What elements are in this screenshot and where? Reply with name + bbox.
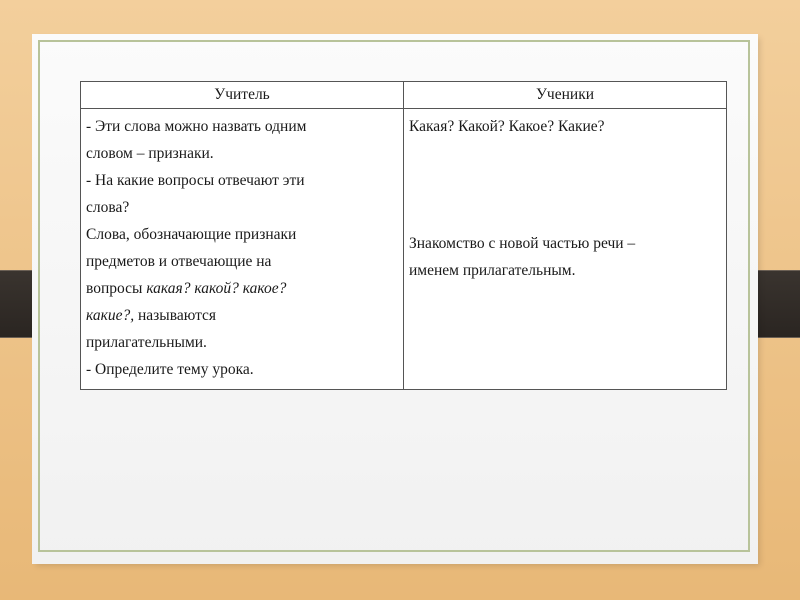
teacher-line-7-italic: какая? какой? какое? <box>146 280 287 297</box>
teacher-line-10: - Определите тему урока. <box>86 361 254 378</box>
lesson-table <box>80 81 727 390</box>
teacher-line-6: предметов и отвечающие на <box>86 253 272 270</box>
students-cell <box>404 109 727 390</box>
students-answer-2-line-1: Знакомство с новой частью речи – <box>409 235 636 252</box>
teacher-line-4: слова? <box>86 199 130 216</box>
header-students: Ученики <box>404 82 727 109</box>
teacher-line-8-italic: какие?, <box>86 307 135 324</box>
teacher-line-8-plain: называются <box>134 307 217 324</box>
teacher-line-2: словом – признаки. <box>86 145 214 162</box>
teacher-cell <box>81 109 404 390</box>
teacher-line-7-plain: вопросы <box>86 280 147 297</box>
teacher-line-5: Слова, обозначающие признаки <box>86 226 297 243</box>
teacher-line-9: прилагательными. <box>86 334 207 351</box>
teacher-line-8 <box>86 302 398 329</box>
header-row <box>81 82 727 109</box>
students-spacer <box>409 140 721 230</box>
content-row <box>81 109 727 390</box>
teacher-line-1: - Эти слова можно назвать одним <box>86 118 307 135</box>
teacher-line-7 <box>86 275 398 302</box>
students-answer-2-line-2: именем прилагательным. <box>409 262 576 279</box>
header-teacher: Учитель <box>81 82 404 109</box>
teacher-line-3: - На какие вопросы отвечают эти <box>86 172 305 189</box>
students-answer-1: Какая? Какой? Какое? Какие? <box>409 118 605 135</box>
